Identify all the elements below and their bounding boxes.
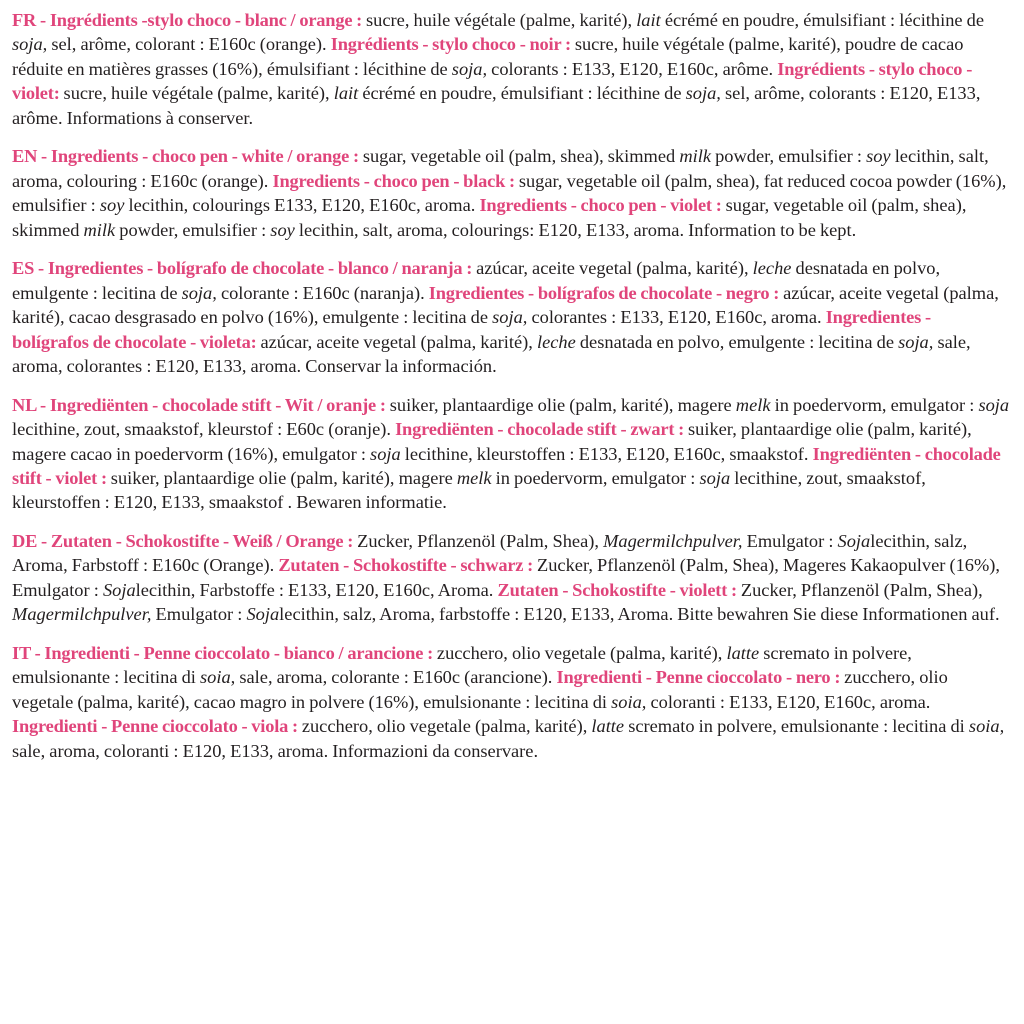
ingredients-text-run: zucchero, olio vegetale (palma, karité), cacao magro in polvere (16%), emulsionante : lecitina di [12,667,948,712]
ingredients-text-run: lecithin, Farbstoffe : E133, E120, E160c, Aroma. [135,579,498,600]
allergen-italic-run: Soja [102,579,136,600]
ingredients-text-run: lecithin, salz, Aroma, Farbstoff : E160c (Orange). [12,530,968,576]
ingredients-text-run: sel, arôme, colorant : E160c (orange). [51,34,331,55]
ingredients-text-run: zucchero, olio vegetale (palma, karité), [301,716,592,737]
ingredients-text-run: lecithine, kleurstoffen : E133, E120, E160c, smaakstof. [404,443,813,464]
allergen-italic-run: latte [726,642,764,663]
ingredients-text-run: suiker, plantaardige olie (palm, karité), magere [389,394,736,415]
ingredients-text-run: suiker, plantaardige olie (palm, karité), magere cacao in poedervorm (16%), emulgator : [12,419,972,464]
ingredients-paragraph [12,393,1010,515]
ingredients-text-run: lecithin, salt, aroma, colourings: E120, E133, aroma. Information to be kept. [298,219,857,240]
language-block-fr [12,8,1010,130]
allergen-italic-run: soia, [611,691,651,712]
language-block-de [12,529,1010,627]
allergen-italic-run: latte [591,716,629,737]
language-block-nl [12,393,1010,515]
allergen-italic-run: melk [456,467,496,488]
ingredients-heading-run: Zutaten - Schokostifte - schwarz : [278,555,537,576]
ingredients-text-run: sale, aroma, coloranti : E120, E133, aroma. Informazioni da conservare. [12,740,539,761]
allergen-italic-run: soja [699,467,735,488]
ingredients-text-run: sale, aroma, colorantes : E120, E133, aroma. Conservar la información. [12,331,971,377]
ingredients-text-run: lecithin, colourings E133, E120, E160c, aroma. [128,195,480,216]
ingredients-text-run: desnatada en polvo, emulgente : lecitina de [12,258,941,303]
ingredients-text-run: lecithine, zout, smaakstof, kleurstoffen : E120, E133, smaakstof . Bewaren informatie. [12,467,926,513]
ingredients-heading-run: Ingredients - choco pen - violet : [479,195,726,216]
allergen-italic-run: soja, [12,34,52,55]
ingredients-text-run: lecithin, salz, Aroma, farbstoffe : E120, E133, Aroma. Bitte bewahren Sie diese Informationen auf. [279,604,1000,625]
allergen-italic-run: lait [636,10,665,30]
language-blocks-container [12,8,1010,763]
ingredients-text-run: scremato in polvere, emulsionante : lecitina di [628,716,969,737]
ingredients-text-run: Zucker, Pflanzenöl (Palm, Shea), [740,579,983,600]
ingredients-heading-run: Ingrédients - stylo choco - noir : [330,34,575,55]
ingredients-paragraph [12,529,1010,627]
ingredients-text-run: azúcar, aceite vegetal (palma, karité), cacao desgrasado en polvo (16%), emulgente : lecitina de [12,282,999,328]
allergen-italic-run: milk [679,146,716,167]
allergen-italic-run: soja, [451,58,492,79]
ingredients-heading-run: Ingredientes - bolígrafos de chocolate - violeta: [12,307,931,352]
ingredients-text-run: Emulgator : [746,530,838,551]
ingredients-heading-run: NL - Ingrediënten - chocolade stift - Wit / oranje : [12,394,390,415]
ingredients-heading-run: Zutaten - Schokostifte - violett : [497,579,741,600]
ingredients-text-run: Emulgator : [155,604,247,625]
allergen-italic-run: soja, [492,307,532,328]
ingredients-text-run: sucre, huile végétale (palme, karité), poudre de cacao réduite en matières grasses (16%), émulsifiant : lécithine de [12,34,964,79]
allergen-italic-run: soia, [200,667,240,688]
allergen-italic-run: lait [333,83,363,104]
ingredients-heading-run: Ingredientes - bolígrafos de chocolate - negro : [428,282,784,303]
allergen-italic-run: soy [99,195,129,216]
allergen-italic-run: Magermilchpulver, [603,530,747,551]
ingredients-heading-run: Ingrediënten - chocolade stift - violet : [12,443,1001,488]
allergen-italic-run: soja, [181,282,221,303]
ingredients-text-run: sugar, vegetable oil (palm, shea), skimmed [12,195,967,240]
ingredients-text-run: écrémé en poudre, émulsifiant : lécithine de [664,10,985,30]
ingredients-heading-run: Ingredienti - Penne cioccolato - viola : [12,716,302,737]
ingredients-heading-run: FR - Ingrédients -stylo choco - blanc / orange : [12,10,367,30]
ingredients-text-run: coloranti : E133, E120, E160c, aroma. [650,691,931,712]
ingredients-heading-run: DE - Zutaten - Schokostifte - Weiß / Orange : [12,530,358,551]
ingredients-paragraph [12,256,1010,378]
ingredients-text-run: colorants : E133, E120, E160c, arôme. [491,58,778,79]
ingredients-heading-run: ES - Ingredientes - bolígrafo de chocolate - blanco / naranja : [12,258,477,279]
allergen-italic-run: soja [978,394,1010,415]
ingredients-text-run: desnatada en polvo, emulgente : lecitina de [579,331,899,352]
ingredients-text-run: sale, aroma, colorante : E160c (arancione). [239,667,557,688]
ingredients-heading-run: IT - Ingredienti - Penne cioccolato - bianco / arancione : [12,642,437,663]
ingredients-text-run: suiker, plantaardige olie (palm, karité), magere [110,467,457,488]
ingredients-text-run: powder, emulsifier : [119,219,271,240]
ingredients-text-run: Zucker, Pflanzenöl (Palm, Shea), [357,530,604,551]
allergen-italic-run: milk [83,219,120,240]
allergen-italic-run: soia, [968,716,1005,737]
ingredients-text-run: azúcar, aceite vegetal (palma, karité), [260,331,537,352]
allergen-italic-run: soy [866,146,895,167]
ingredients-text-run: lecithin, salt, aroma, colouring : E160c (orange). [12,146,989,191]
ingredients-heading-run: Ingrédients - stylo choco - violet: [12,58,973,104]
ingredients-text-run: colorante : E160c (naranja). [220,282,429,303]
ingredients-paragraph [12,144,1010,242]
ingredients-text-run: in poedervorm, emulgator : [774,394,979,415]
ingredients-text-run: azúcar, aceite vegetal (palma, karité), [476,258,753,279]
allergen-italic-run: Soja [246,604,280,625]
ingredients-text-run: sucre, huile végétale (palme, karité), [366,10,637,30]
allergen-italic-run: soja, [685,83,725,104]
ingredients-text-run: lecithine, zout, smaakstof, kleurstof : E60c (oranje). [12,419,396,440]
allergen-italic-run: Soja [837,530,871,551]
ingredients-text-run: sugar, vegetable oil (palm, shea), fat reduced cocoa powder (16%), emulsifier : [12,170,1007,216]
ingredients-heading-run: EN - Ingredients - choco pen - white / orange : [12,146,363,167]
ingredients-heading-run: Ingrediënten - chocolade stift - zwart : [395,419,688,440]
ingredients-paragraph [12,8,1010,130]
allergen-italic-run: leche [752,258,796,279]
ingredients-text-run: colorantes : E133, E120, E160c, aroma. [531,307,826,328]
allergen-italic-run: soja, [898,331,938,352]
language-block-it [12,641,1010,763]
ingredients-text-run: sugar, vegetable oil (palm, shea), skimmed [362,146,680,167]
ingredients-heading-run: Ingredients - choco pen - black : [272,170,519,191]
allergen-italic-run: soy [270,219,299,240]
ingredients-text-run: sucre, huile végétale (palme, karité), [63,83,334,104]
ingredients-paragraph [12,641,1010,763]
ingredients-text-run: Zucker, Pflanzenöl (Palm, Shea), Mageres Kakaopulver (16%), Emulgator : [12,555,1001,600]
allergen-italic-run: melk [735,394,775,415]
language-block-en [12,144,1010,242]
ingredients-text-run: scremato in polvere, emulsionante : lecitina di [12,642,912,688]
ingredients-text-run: écrémé en poudre, émulsifiant : lécithine de [362,83,686,104]
allergen-italic-run: leche [536,331,580,352]
language-block-es [12,256,1010,378]
ingredients-heading-run: Ingredienti - Penne cioccolato - nero : [556,667,845,688]
allergen-italic-run: soja [370,443,405,464]
ingredients-text-run: zucchero, olio vegetale (palma, karité), [436,642,727,663]
ingredients-text-run: sel, arôme, colorants : E120, E133, arôme. Informations à conserver. [12,83,981,128]
allergen-italic-run: Magermilchpulver, [12,604,156,625]
ingredients-text-run: powder, emulsifier : [715,146,867,167]
ingredients-text-run: in poedervorm, emulgator : [495,467,700,488]
